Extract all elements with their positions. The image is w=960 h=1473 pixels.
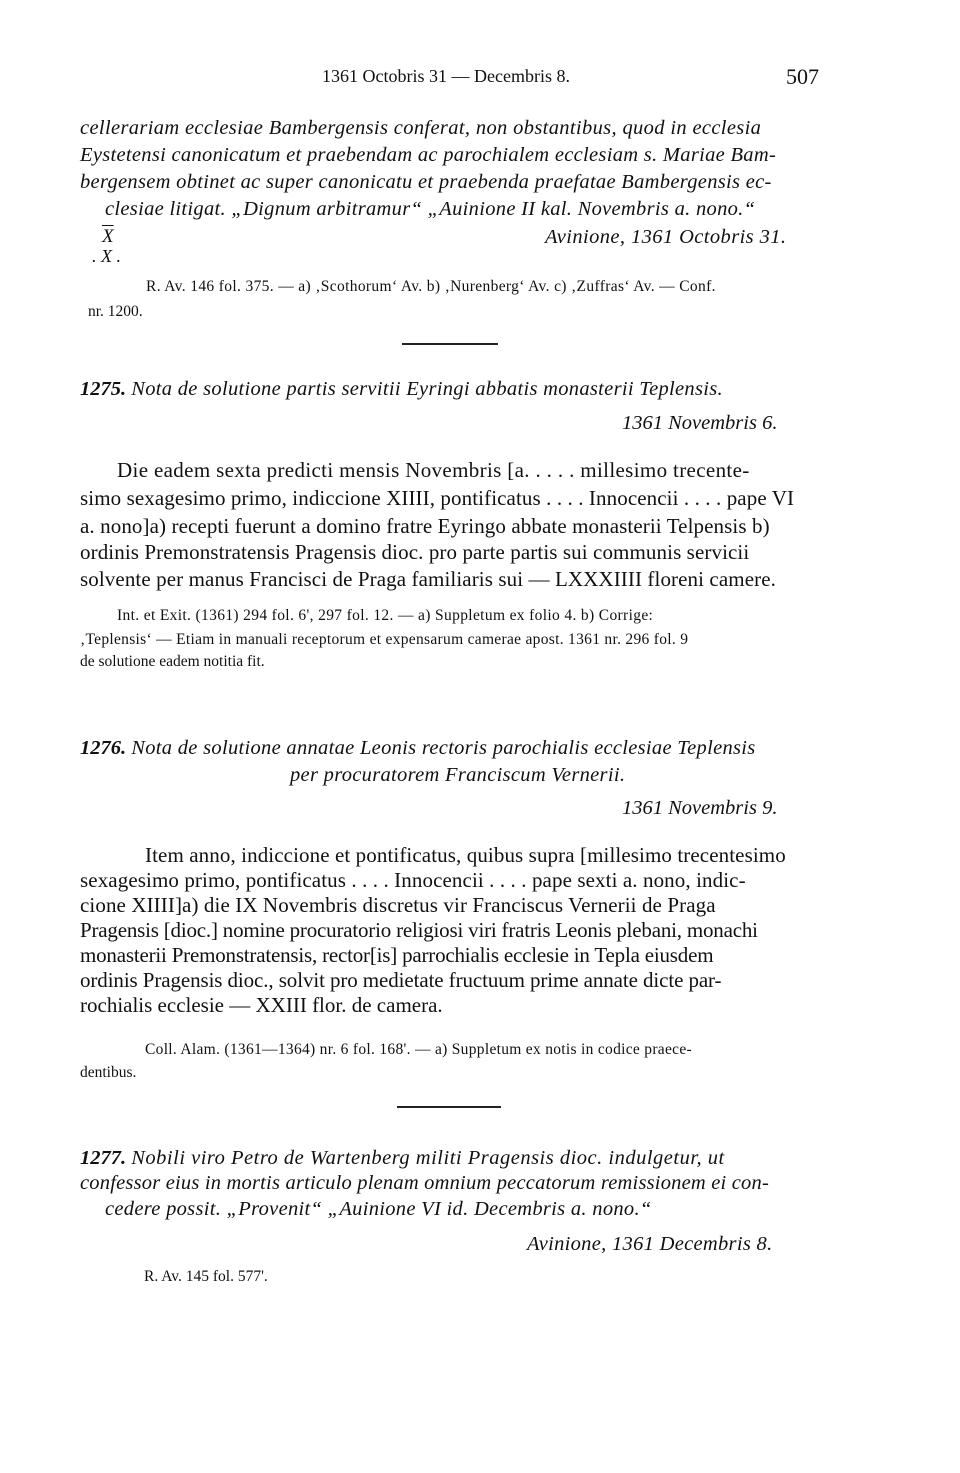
doc-heading [80, 737, 756, 760]
text-line: clesiae litigat. „Dignum arbitramur“ „Auinione II kal. Novembris a. nono.“ [105, 198, 756, 220]
source-note: R. Av. 145 fol. 577'. [144, 1268, 268, 1285]
doc-title: Nota de solutione annatae Leonis rectoris parochialis ecclesiae Teplensis [131, 737, 756, 759]
text-line: ordinis Premonstratensis Pragensis dioc. pro parte partis sui communis servicii [80, 540, 750, 564]
register-mark: $\overline{X}$ [102, 226, 114, 247]
doc-number: 1275. [80, 378, 127, 400]
text-line: rochialis ecclesie — XXIII flor. de camera. [80, 993, 443, 1017]
text-line: Eystetensi canonicatum et praebendam ac parochialem ecclesiam s. Mariae Bam- [80, 144, 777, 166]
apparatus-note: Int. et Exit. (1361) 294 fol. 6', 297 fol. 12. — a) Suppletum ex folio 4. b) Corrige: [117, 607, 654, 624]
text-line: a. nono]a) recepti fuerunt a domino fratre Eyringo abbate monasterii Telpensis b) [80, 514, 770, 538]
doc-title-cont: per procuratorem Franciscum Vernerii. [290, 764, 626, 786]
page-number: 507 [786, 64, 819, 89]
dateline: Avinione, 1361 Decembris 8. [527, 1233, 773, 1255]
source-note: R. Av. 146 fol. 375. — a) ‚Scothorum‘ Av. b) ‚Nurenberg‘ Av. c) ‚Zuffras‘ Av. — Conf. [146, 278, 716, 295]
text-line: ordinis Pragensis dioc., solvit pro medietate fructuum prime annate dicte par- [80, 968, 722, 992]
apparatus-note: ‚Teplensis‘ — Etiam in manuali receptorum et expensarum camerae apost. 1361 nr. 296 fol. 9 [80, 631, 689, 648]
text-line: Item anno, indiccione et pontificatus, quibus supra [millesimo trecentesimo [145, 843, 786, 867]
doc-number: 1277. [80, 1147, 127, 1169]
text-line: cellerariam ecclesiae Bambergensis conferat, non obstantibus, quod in ecclesia [80, 117, 762, 139]
doc-title-cont: confessor eius in mortis articulo plenam omnium peccatorum remissionem ei con- [80, 1172, 769, 1194]
doc-date: 1361 Novembris 6. [622, 412, 778, 434]
text-line: sexagesimo primo, pontificatus . . . . Innocencii . . . . pape sexti a. nono, indic- [80, 868, 746, 892]
text-line: simo sexagesimo primo, indiccione XIIII, pontificatus . . . . Innocencii . . . . pape VI [80, 486, 795, 510]
text-line: solvente per manus Francisci de Praga familiaris sui — LXXXIIII floreni camere. [80, 567, 776, 591]
source-note: nr. 1200. [88, 303, 143, 320]
running-title: 1361 Octobris 31 — Decembris 8. [322, 66, 570, 86]
apparatus-note: dentibus. [80, 1064, 137, 1081]
doc-title-cont: cedere possit. „Provenit“ „Auinione VI id. Decembris a. nono.“ [105, 1198, 652, 1220]
doc-heading [80, 378, 723, 401]
doc-heading [80, 1147, 725, 1170]
text-line: cione XIIII]a) die IX Novembris discretus vir Franciscus Vernerii de Praga [80, 893, 716, 917]
apparatus-note: de solutione eadem notitia fit. [80, 653, 265, 670]
text-line: bergensem obtinet ac super canonicatu et praebenda praefatae Bambergensis ec- [80, 171, 772, 193]
apparatus-note: Coll. Alam. (1361—1364) nr. 6 fol. 168'. — a) Suppletum ex notis in codice praece- [145, 1041, 692, 1058]
dateline: Avinione, 1361 Octobris 31. [545, 226, 787, 248]
doc-number: 1276. [80, 737, 127, 759]
section-divider [397, 1106, 501, 1108]
text-line: Pragensis [dioc.] nomine procuratorio religiosi viri fratris Leonis plebani, monachi [80, 918, 758, 942]
register-mark: . X . [92, 246, 121, 266]
doc-title: Nobili viro Petro de Wartenberg militi Pragensis dioc. indulgetur, ut [131, 1147, 725, 1169]
doc-date: 1361 Novembris 9. [622, 797, 778, 819]
doc-title: Nota de solutione partis servitii Eyringi abbatis monasterii Teplensis. [131, 378, 723, 400]
text-line: monasterii Premonstratensis, rector[is] parrochialis ecclesie in Tepla eiusdem [80, 943, 714, 967]
text-line: Die eadem sexta predicti mensis Novembris [a. . . . . millesimo trecente- [117, 458, 750, 482]
section-divider [402, 343, 498, 345]
